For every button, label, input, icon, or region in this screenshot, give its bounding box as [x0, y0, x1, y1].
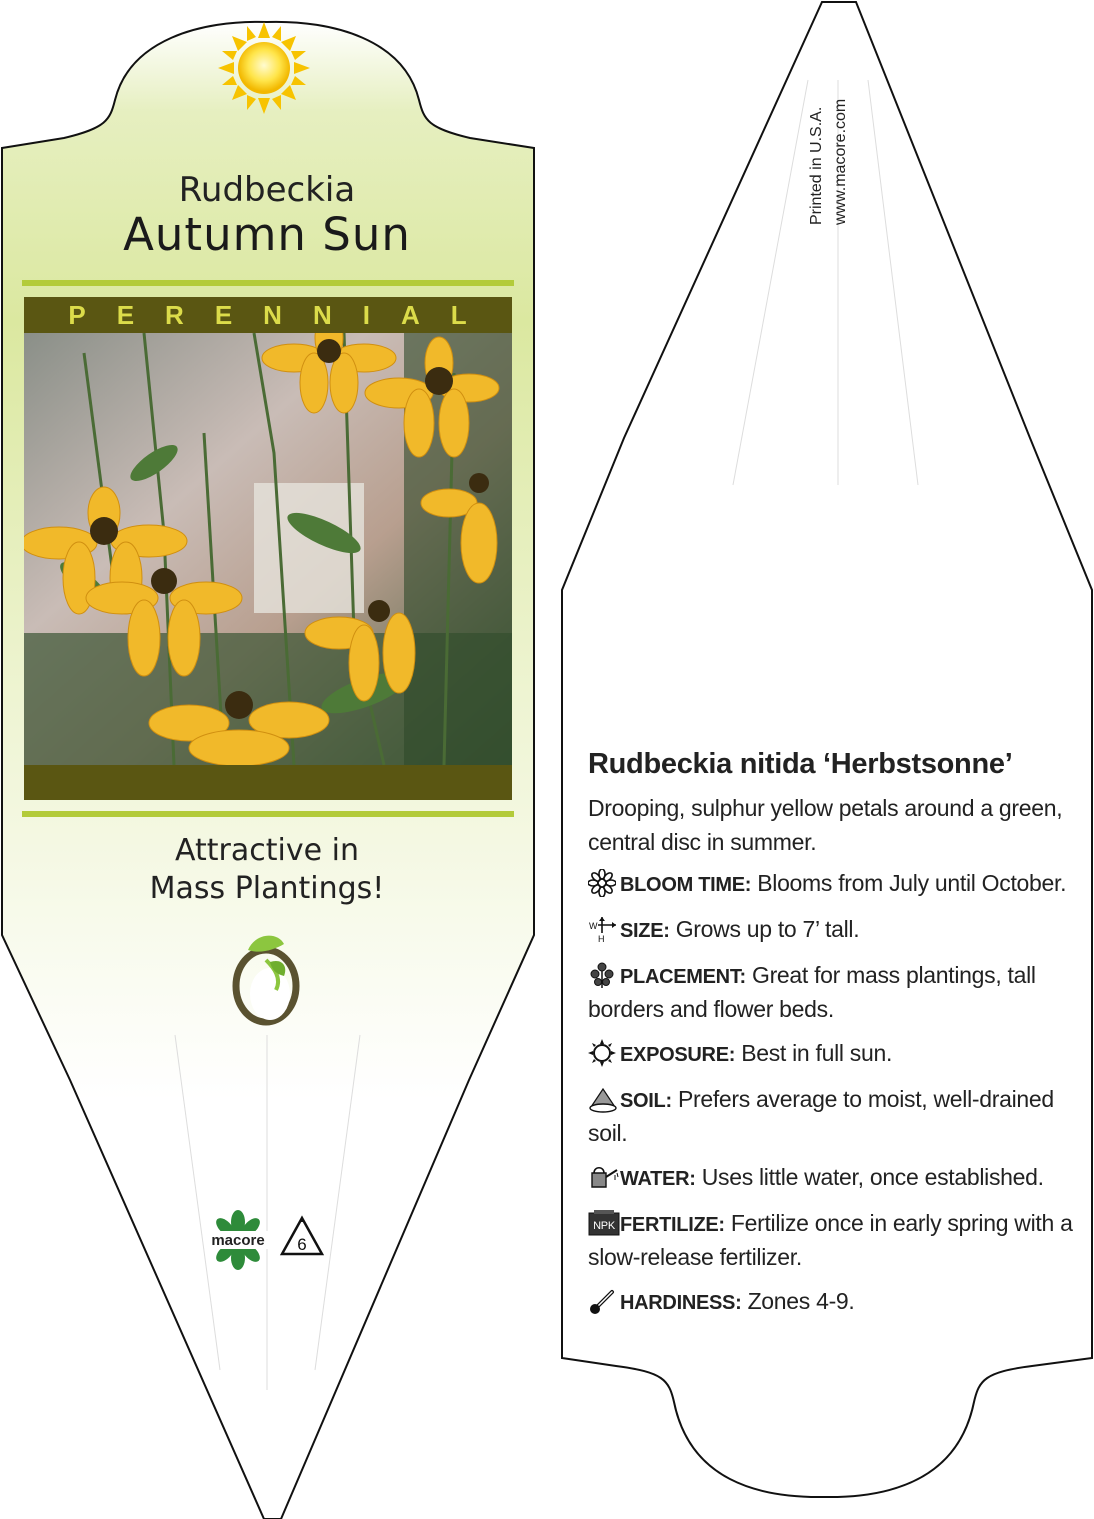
size-label: SIZE: — [620, 920, 670, 942]
hardiness-label: HARDINESS: — [620, 1292, 742, 1314]
tagline-line-2: Mass Plantings! — [149, 871, 385, 906]
divider-bottom — [22, 811, 514, 817]
size-icon — [588, 915, 620, 943]
size-icon-h: H — [598, 934, 605, 943]
care-item-exposure — [588, 1037, 1078, 1071]
flower-icon — [588, 869, 620, 897]
recycle-number: 6 — [297, 1235, 307, 1254]
divider-top — [22, 280, 514, 286]
care-item-placement — [588, 959, 1078, 1025]
exposure-text: Best in full sun. — [741, 1040, 893, 1066]
water-label: WATER: — [620, 1168, 696, 1190]
botanical-name: Rudbeckia nitida ‘Herbstsonne’ — [588, 748, 1013, 780]
care-item-bloom-time — [588, 867, 1078, 901]
printed-in: Printed in U.S.A. — [808, 106, 825, 225]
care-item-size — [588, 913, 1078, 947]
care-item-soil — [588, 1083, 1078, 1149]
plant-photo — [24, 333, 512, 765]
plant-category-band: PERENNIAL — [24, 297, 512, 333]
bloom-time-label: BLOOM TIME: — [620, 874, 752, 896]
website: www.macore.com — [832, 98, 849, 225]
water-text: Uses little water, once established. — [701, 1164, 1044, 1190]
care-item-hardiness — [588, 1285, 1078, 1319]
brand-text: macore — [211, 1232, 265, 1249]
photo-bottom-band — [24, 765, 512, 800]
size-text: Grows up to 7’ tall. — [675, 916, 860, 942]
watering-can-icon — [588, 1163, 620, 1191]
soil-label: SOIL: — [620, 1090, 672, 1112]
care-item-water — [588, 1161, 1078, 1195]
tagline — [0, 832, 534, 908]
size-icon-w: W — [589, 921, 598, 931]
plant-description: Drooping, sulphur yellow petals around a green, central disc in summer. — [588, 795, 1063, 855]
tagline-line-1: Attractive in — [175, 833, 359, 868]
exposure-label: EXPOSURE: — [620, 1044, 736, 1066]
care-item-fertilize — [588, 1207, 1078, 1273]
care-info — [588, 748, 1078, 1331]
placement-icon — [588, 961, 620, 989]
soil-text: Prefers average to moist, well-drained soil. — [588, 1086, 1054, 1146]
fertilize-text: Fertilize once in early spring with a slow-release fertilizer. — [588, 1210, 1073, 1270]
bloom-time-text: Blooms from July until October. — [757, 870, 1067, 896]
hardiness-text: Zones 4-9. — [747, 1288, 855, 1314]
plant-genus: Rudbeckia — [178, 170, 356, 210]
sun-icon — [588, 1039, 620, 1067]
placement-text: Great for mass plantings, tall borders and flower beds. — [588, 962, 1036, 1022]
placement-label: PLACEMENT: — [620, 966, 746, 988]
plant-cultivar-name: Autumn Sun — [123, 208, 411, 261]
thermometer-icon — [588, 1287, 620, 1315]
npk-icon-text: NPK — [593, 1220, 615, 1232]
npk-icon — [588, 1209, 620, 1237]
printer-info — [790, 40, 860, 240]
soil-icon — [588, 1085, 620, 1113]
fertilize-label: FERTILIZE: — [620, 1214, 725, 1236]
